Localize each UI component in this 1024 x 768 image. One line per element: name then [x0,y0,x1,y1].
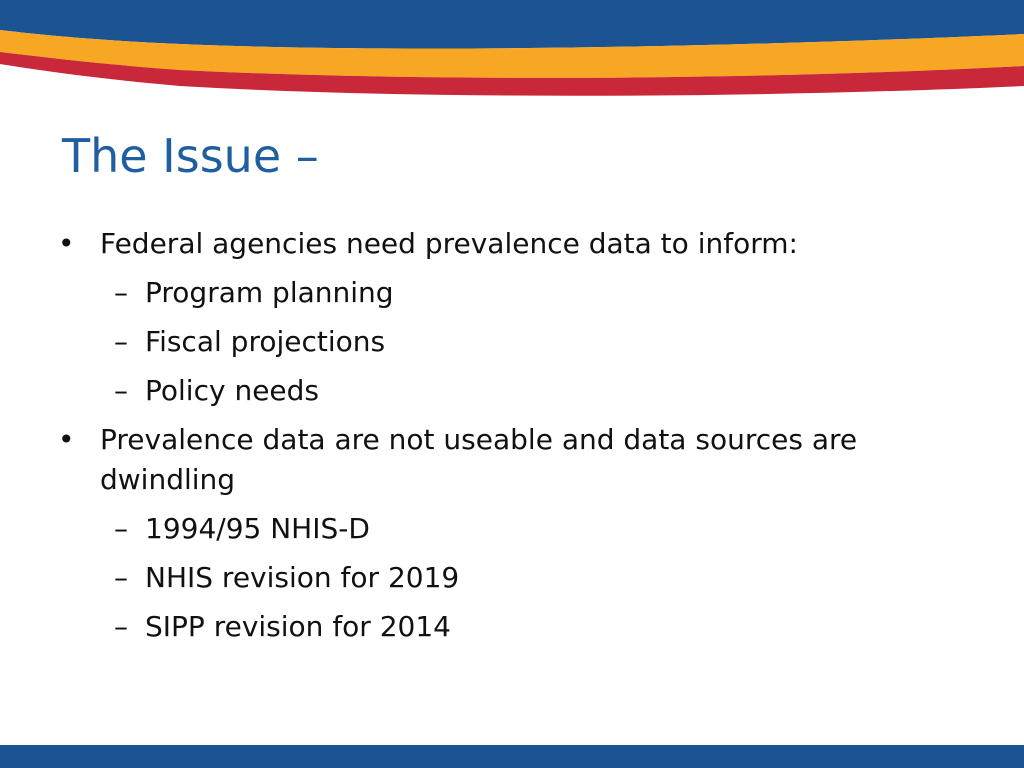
sub-item [56,371,956,411]
bullet-text: Federal agencies need prevalence data to inform: [100,227,798,260]
slide-title: The Issue – [62,129,319,183]
sub-item-text: SIPP revision for 2014 [145,610,451,643]
sub-item [56,558,956,598]
bullet-list [56,224,956,647]
bottom-bar-fill [0,745,1024,768]
sub-item-text: Policy needs [145,374,320,407]
sub-item-dash: – [114,610,128,643]
sub-item [56,509,956,549]
sub-item-text: NHIS revision for 2019 [145,561,460,594]
sub-item [56,322,956,362]
sub-item-dash: – [114,512,128,545]
sub-item-dash: – [114,325,128,358]
sub-item-dash: – [114,374,128,407]
bullet-text: Prevalence data are not useable and data sources are dwindling [100,423,858,496]
bottom-bar [0,745,1024,768]
bullet-marker: • [58,227,75,260]
sub-item-text: 1994/95 NHIS-D [145,512,370,545]
sub-item-dash: – [114,561,128,594]
sub-item-dash: – [114,276,128,309]
bullet-item [56,420,956,500]
sub-item-text: Program planning [145,276,394,309]
sub-item-text: Fiscal projections [145,325,386,358]
bullet-item [56,224,956,264]
bullet-marker: • [58,423,75,456]
sub-item [56,607,956,647]
sub-item [56,273,956,313]
top-banner-swoosh [0,0,1024,110]
